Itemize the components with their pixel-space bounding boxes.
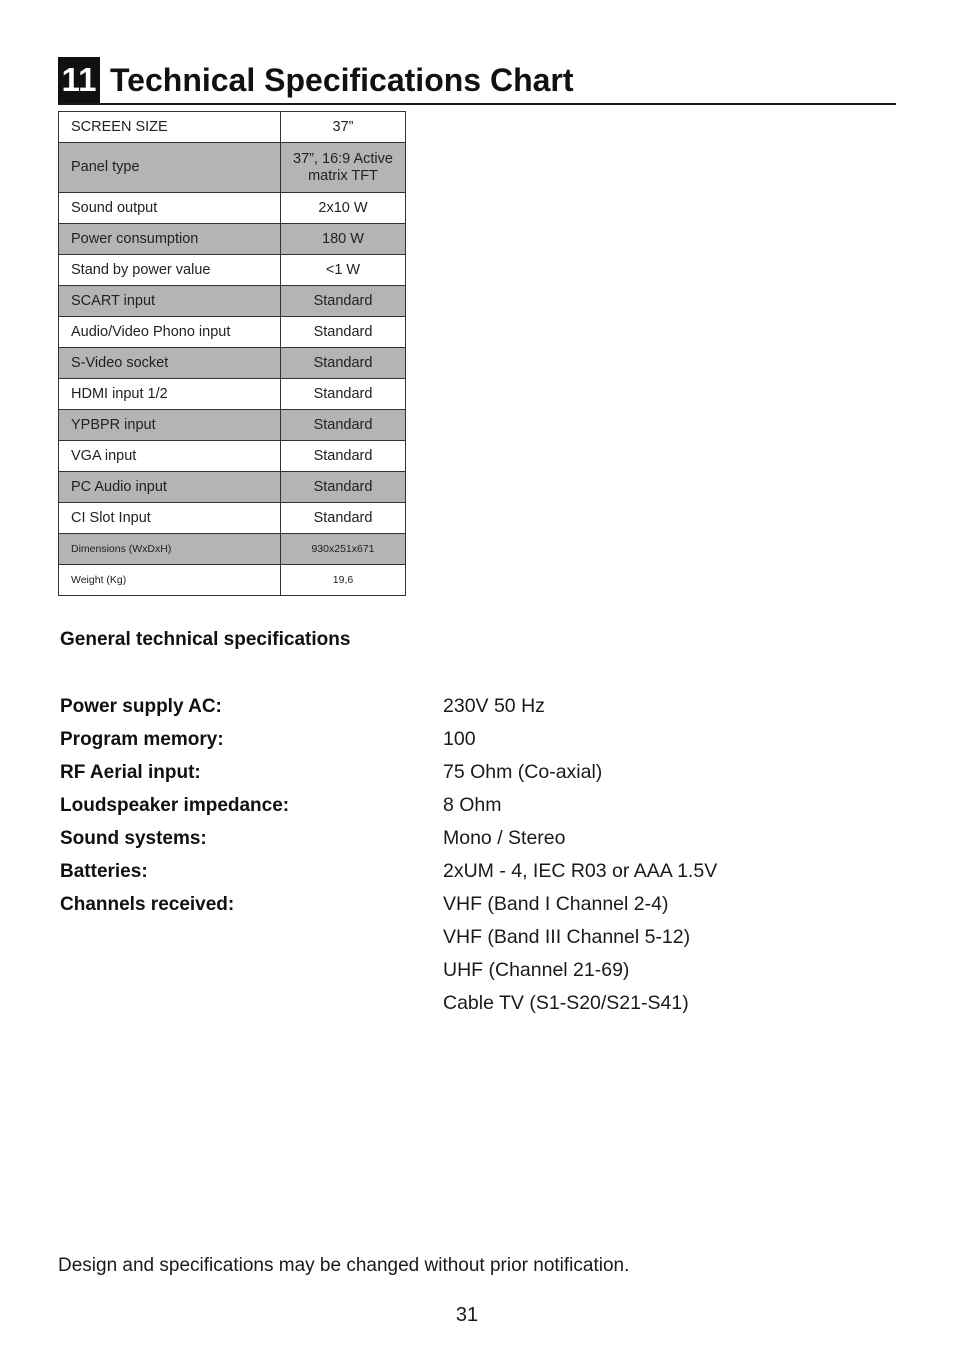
footer-note: Design and specifications may be changed without prior notification. [58, 1255, 630, 1276]
table-row [59, 193, 406, 224]
spec-value: UHF (Channel 21-69) [443, 959, 630, 981]
spec-label: Program memory: [60, 729, 224, 750]
spec-label: CI Slot Input [59, 503, 281, 534]
spec-label: S-Video socket [59, 348, 281, 379]
spec-value: Cable TV (S1-S20/S21-S41) [443, 992, 689, 1014]
spec-label: Channels received: [60, 894, 235, 915]
spec-value: 37” [281, 112, 406, 143]
spec-value: 8 Ohm [443, 794, 502, 816]
spec-value: 75 Ohm (Co-axial) [443, 761, 603, 783]
table-row [59, 317, 406, 348]
table-row [59, 255, 406, 286]
spec-label: Panel type [59, 143, 281, 193]
table-row [59, 112, 406, 143]
spec-label: VGA input [59, 441, 281, 472]
spec-value: <1 W [281, 255, 406, 286]
table-row [59, 379, 406, 410]
spec-value: 180 W [281, 224, 406, 255]
spec-label: PC Audio input [59, 472, 281, 503]
spec-value: VHF (Band I Channel 2-4) [443, 893, 669, 915]
general-specs-title: General technical specifications [60, 629, 351, 650]
spec-value: 19,6 [281, 565, 406, 596]
spec-value: 930x251x671 [281, 534, 406, 565]
spec-value: Mono / Stereo [443, 827, 566, 849]
spec-label: Audio/Video Phono input [59, 317, 281, 348]
table-row [59, 565, 406, 596]
table-row [59, 534, 406, 565]
spec-label: Batteries: [60, 861, 148, 882]
table-row [59, 472, 406, 503]
spec-value: Standard [281, 410, 406, 441]
spec-value: Standard [281, 286, 406, 317]
spec-value: 2x10 W [281, 193, 406, 224]
spec-label: Dimensions (WxDxH) [59, 534, 281, 565]
spec-label: Sound systems: [60, 828, 207, 849]
section-number: 11 [58, 57, 100, 103]
spec-value: Standard [281, 348, 406, 379]
spec-label: RF Aerial input: [60, 762, 201, 783]
spec-label: Stand by power value [59, 255, 281, 286]
table-row [59, 224, 406, 255]
table-row [59, 410, 406, 441]
spec-value: Standard [281, 379, 406, 410]
spec-label: Sound output [59, 193, 281, 224]
table-row [59, 286, 406, 317]
page-number: 31 [455, 1304, 479, 1326]
spec-label: Weight (Kg) [59, 565, 281, 596]
spec-value: 100 [443, 728, 476, 750]
spec-label: Power supply AC: [60, 696, 222, 717]
page-title: Technical Specifications Chart [110, 62, 574, 98]
spec-value: Standard [281, 317, 406, 348]
table-row [59, 441, 406, 472]
table-row [59, 503, 406, 534]
spec-label: Power consumption [59, 224, 281, 255]
spec-value: 230V 50 Hz [443, 695, 545, 717]
spec-value: 2xUM - 4, IEC R03 or AAA 1.5V [443, 860, 718, 882]
spec-label: Loudspeaker impedance: [60, 795, 290, 816]
spec-value: 37”, 16:9 Active matrix TFT [281, 143, 406, 193]
spec-table [58, 111, 406, 596]
spec-value: VHF (Band III Channel 5-12) [443, 926, 691, 948]
spec-value: Standard [281, 503, 406, 534]
table-row [59, 348, 406, 379]
table-row [59, 143, 406, 193]
section-heading [58, 57, 896, 105]
spec-label: YPBPR input [59, 410, 281, 441]
spec-label: HDMI input 1/2 [59, 379, 281, 410]
spec-value: Standard [281, 472, 406, 503]
spec-value: Standard [281, 441, 406, 472]
spec-label: SCREEN SIZE [59, 112, 281, 143]
spec-label: SCART input [59, 286, 281, 317]
